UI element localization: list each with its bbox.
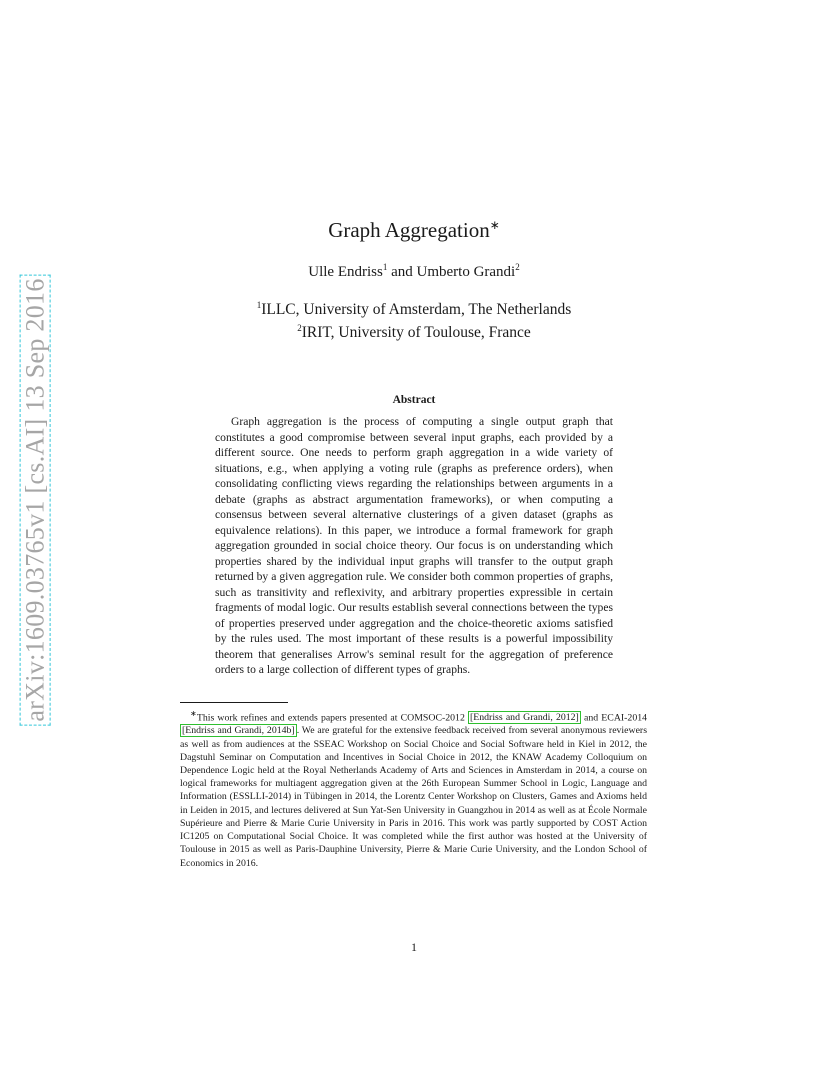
title-footnote-mark: ∗ [489, 218, 500, 232]
author-name: Ulle Endriss [308, 264, 383, 280]
citation-link[interactable]: [Endriss and Grandi, 2014b] [182, 725, 295, 737]
footnote-text: . We are grateful for the extensive feedback received from several anonymous reviewers as well as from audiences at the SSEAC Workshop on Social Choice and Social Software held in Kiel in 2012, the Dagstuhl Seminar on Computation and Incentives in Social Choice in 2012, the KNAW Academy Colloquium on Dependence Logic held at the Royal Netherlands Academy of Arts and Sciences in Amsterdam in 2014, a course on logical frameworks for multiagent aggregation given at the 26th European Summer School in Logic, Language and Information (ESSLLI-2014) in Tübingen in 2014, the Lorentz Center Workshop on Clusters, Games and Axioms held in Leiden in 2015, and lectures delivered at Sun Yat-Sen University in Guangzhou in 2014 as well as at École Normale Supérieure and Pierre & Marie Curie University in Paris in 2016. This work was partly supported by COST Action IC1205 on Computational Social Choice. It was completed while the first author was hosted at the University of Toulouse in 2015 as well as Paris-Dauphine University, Pierre & Marie Curie University, and the London School of Economics in 2016. [180, 725, 648, 869]
abstract-body: Graph aggregation is the process of computing a single output graph that constitutes a good compromise between several input graphs, each provided by a different source. One needs to perform graph aggregation in a wide variety of situations, e.g., when applying a voting rule (graphs as preference orders), when consolidating conflicting views regarding the relationships between arguments in a debate (graphs as abstract argumentation frameworks), or when computing a consensus between several alternative clusterings of a given dataset (graphs as equivalence relations). In this paper, we introduce a formal framework for graph aggregation grounded in social choice theory. Our focus is on understanding which properties shared by the individual input graphs will transfer to the output graph returned by a given aggregation rule. We consider both common properties of graphs, such as transitivity and reflexivity, and arbitrary properties expressible in certain fragments of modal logic. Our results establish several connections between the types of properties preserved under aggregation and the choice-theoretic axioms satisfied by the rules used. The most important of these results is a powerful impossibility theorem that generalises Arrow's seminal result for the aggregation of preference orders to a large collection of different types of graphs. [215, 415, 613, 676]
footnote-mark: ∗ [190, 709, 197, 718]
author-affil-mark: 1 [382, 262, 388, 272]
footnote-rule [180, 702, 288, 703]
affiliation-line [170, 296, 658, 319]
affiliations [170, 296, 658, 342]
citation-link[interactable]: [Endriss and Grandi, 2012] [470, 712, 579, 724]
arxiv-stamp-text: arXiv:1609.03765v1 [cs.AI] 13 Sep 2016 [21, 274, 51, 725]
page-number: 1 [411, 940, 417, 954]
footnote [180, 707, 647, 870]
affil-mark: 1 [256, 300, 262, 310]
affil-mark: 2 [297, 323, 302, 334]
arxiv-stamp[interactable] [18, 265, 54, 735]
footnote-text: This work refines and extends papers presented at COMSOC-2012 [196, 712, 469, 724]
author-line [170, 262, 658, 281]
author-name: Umberto Grandi [416, 264, 516, 280]
affiliation-line [170, 319, 658, 342]
title-text: Graph Aggregation [328, 218, 490, 242]
paper-title [170, 218, 658, 243]
author-conjunction: and [391, 264, 413, 280]
abstract-heading: Abstract [392, 394, 436, 406]
author-affil-mark: 2 [515, 262, 520, 272]
affiliation-text: IRIT, University of Toulouse, France [301, 324, 531, 342]
affiliation-text: ILLC, University of Amsterdam, The Netherlands [261, 301, 572, 319]
footnote-text: and ECAI-2014 [580, 712, 648, 724]
